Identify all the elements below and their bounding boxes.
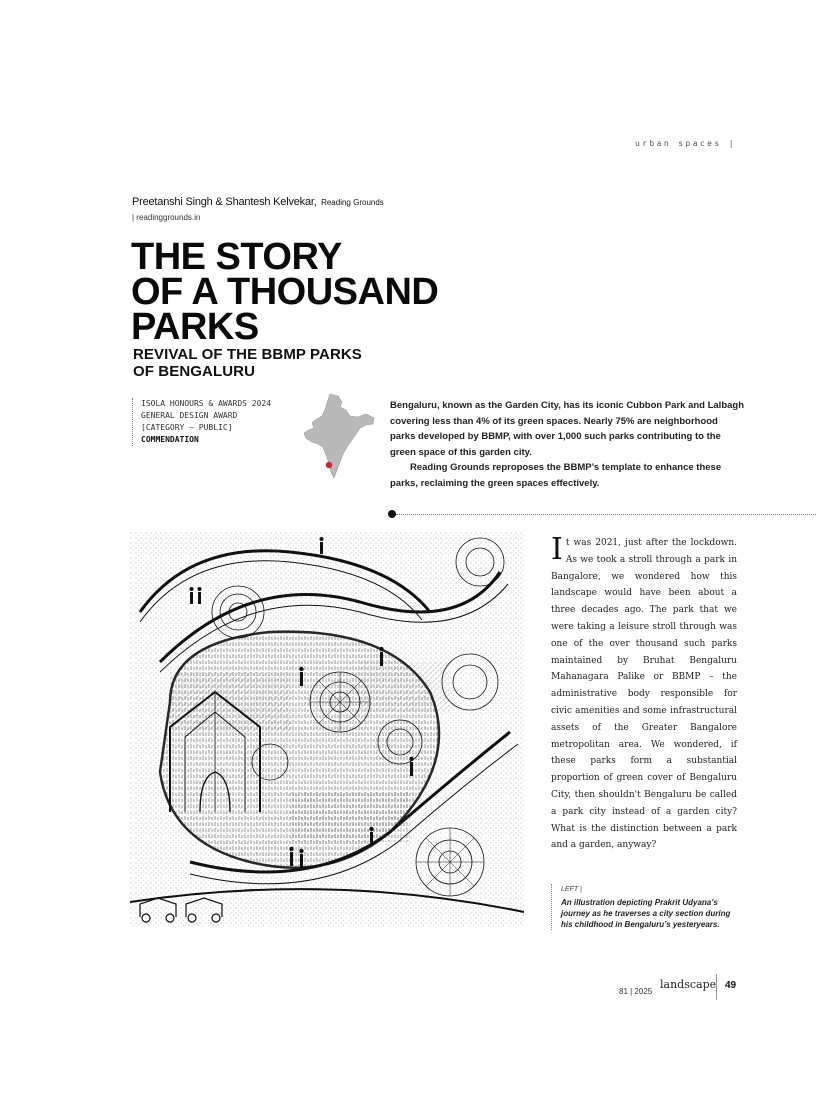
award-line: COMMENDATION — [141, 435, 199, 444]
india-map-icon — [300, 392, 380, 484]
authors: Preetanshi Singh & Shantesh Kelvekar, — [132, 196, 317, 208]
affiliation: Reading Grounds — [321, 198, 384, 207]
image-caption — [551, 884, 736, 930]
footer-divider — [716, 974, 717, 1000]
park-illustration — [130, 532, 524, 926]
issue-number: 81 | 2025 — [619, 987, 653, 996]
section-tag: urban spaces | — [634, 139, 736, 148]
divider-dot — [388, 510, 396, 518]
drop-cap: I — [551, 532, 563, 567]
caption-text: An illustration depicting Prakrit Udyana’s journey as he traverses a city section during his childhood in Bengaluru’s yesteryears. — [561, 898, 731, 929]
divider-line — [396, 514, 816, 515]
article-subtitle — [133, 346, 453, 380]
dotted-divider — [388, 510, 816, 518]
byline — [132, 192, 492, 222]
subtitle-line: REVIVAL OF THE BBMP PARKS — [133, 346, 362, 363]
website-link[interactable]: | readinggrounds.in — [132, 213, 201, 222]
award-line: [CATEGORY – PUBLIC] — [141, 423, 233, 432]
intro-text — [390, 398, 745, 492]
caption-label: LEFT | — [561, 886, 582, 893]
body-text — [551, 532, 737, 854]
page-number: 49 — [725, 980, 737, 991]
article-title — [131, 236, 551, 348]
intro-paragraph: Bengaluru, known as the Garden City, has its iconic Cubbon Park and Lalbagh covering less than 4% of its green spaces. Nearly 75% are neighborhood parks developed by BBMP, with over 1,000 such parks contributing to the green space of this garden city. — [390, 400, 745, 458]
title-line: OF A THOUSAND — [131, 271, 439, 313]
title-line: THE STORY — [131, 236, 342, 278]
award-line: ISOLA HONOURS & AWARDS 2024 — [141, 399, 272, 408]
page-footer — [600, 976, 745, 1000]
magazine-name: landscape — [660, 978, 717, 991]
award-line: GENERAL DESIGN AWARD — [141, 411, 238, 420]
intro-paragraph: Reading Grounds reproposes the BBMP’s template to enhance these parks, reclaiming the green spaces effectively. — [390, 462, 722, 489]
subtitle-line: OF BENGALURU — [133, 363, 256, 380]
award-box — [132, 398, 307, 446]
body-paragraph: t was 2021, just after the lockdown. As we took a stroll through a park in Bangalore, we wondered how this landscape would have been about a three decades ago. The park that we were taking a leisure stroll through was one of the over thousand such parks maintained by Bruhat Bengaluru Mahanagara Palike or BBMP – the administrative body responsible for civic amenities and some infrastructural assets of the Greater Bangalore metropolitan area. We wondered, if these parks form a substantial proportion of green cover of Bengaluru City, then shouldn't Bengaluru be called a park city instead of a garden city? What is the distinction between a park and a garden, anyway? — [551, 538, 737, 851]
title-line: PARKS — [131, 306, 259, 348]
